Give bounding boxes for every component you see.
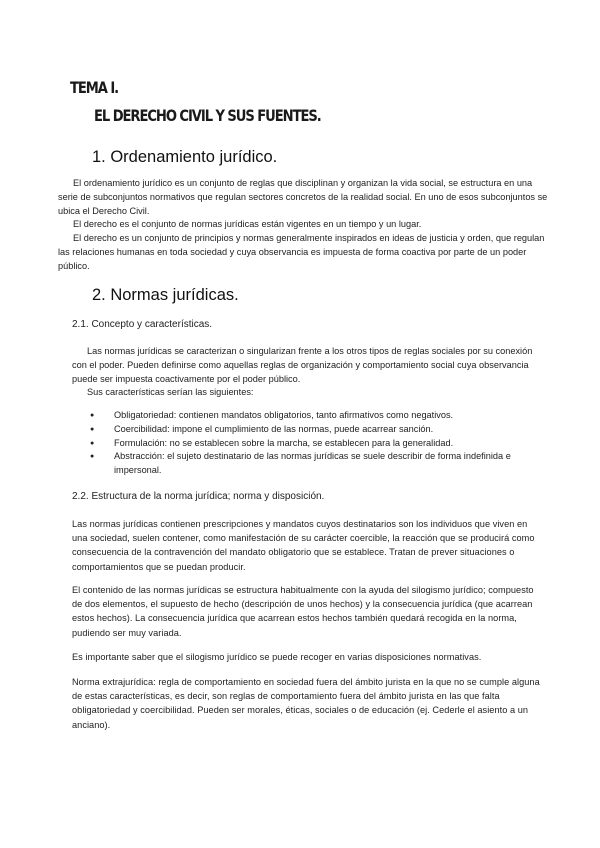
subsection-2-1-heading: 2.1. Concepto y características. xyxy=(72,319,213,330)
tema-label: TEMA I. xyxy=(70,78,119,97)
characteristics-list xyxy=(90,409,542,478)
list-item: ● Coercibilidad: impone el cumplimiento de las normas, puede acarrear sanción. xyxy=(90,423,542,437)
section-2-heading: 2. Normas jurídicas. xyxy=(92,286,239,304)
section-1-paragraph-1: El ordenamiento jurídico es un conjunto de reglas que disciplinan y organizan la vida social, se estructura en una serie de subconjuntos normativos que regulan sectores concretos de la realidad social. En uno de esos subconjuntos se ubica el Derecho Civil. xyxy=(58,178,548,216)
subsection-2-2-paragraph-1: Las normas jurídicas contienen prescripciones y mandatos cuyos destinatarios son los individuos que viven en una sociedad, suelen contener, como manifestación de su carácter coercible, la reacción que se producirá como consecuencia de la contravención del mandato obligatorio que se establece. Tratan de prever situaciones o comportamientos que se puedan producir. xyxy=(72,519,535,572)
section-1-heading: 1. Ordenamiento jurídico. xyxy=(92,148,278,166)
section-1-paragraph-2: El derecho es el conjunto de normas jurídicas están vigentes en un tiempo y un lugar. xyxy=(73,219,422,229)
subsection-2-2-paragraph-2: El contenido de las normas jurídicas se estructura habitualmente con la ayuda del silogismo jurídico; compuesto de dos elementos, el supuesto de hecho (descripción de unos hechos) y la consecuencia jurídica (que acarrean estos hechos). La consecuencia jurídica que acarrean estos hechos también quedará recogida en la norma, pudiendo ser muy variada. xyxy=(72,585,534,638)
section-1-paragraph-3: El derecho es un conjunto de principios y normas generalmente inspirados en ideas de justicia y orden, que regulan las relaciones humanas en toda sociedad y cuya observancia es impuesta de forma coactiva por parte de un poder público. xyxy=(58,233,545,271)
subsection-2-2-paragraph-3: Es importante saber que el silogismo jurídico se puede recoger en varias disposiciones normativas. xyxy=(72,652,482,662)
list-item: ● Obligatoriedad: contienen mandatos obligatorios, tanto afirmativos como negativos. xyxy=(90,409,542,423)
tema-title: EL DERECHO CIVIL Y SUS FUENTES. xyxy=(94,106,321,125)
subsection-2-2-paragraph-4: Norma extrajurídica: regla de comportamiento en sociedad fuera del ámbito jurista en la que no se cumple alguna de estas características, es decir, son reglas de comportamiento fuera del ámbito jurista en las que falta obligatoriedad y coercibilidad. Pueden ser morales, éticas, sociales o de educación (ej. Cederle el asiento a un anciano). xyxy=(72,677,540,730)
subsection-2-2-heading: 2.2. Estructura de la norma jurídica; norma y disposición. xyxy=(72,491,325,502)
list-item: ● Abstracción: el sujeto destinatario de las normas jurídicas se suele describir de forma indefinida e impersonal. xyxy=(90,450,542,478)
subsection-2-1-paragraph-1: Las normas jurídicas se caracterizan o singularizan frente a los otros tipos de reglas sociales por su conexión con el poder. Pueden definirse como aquellas reglas de organización y comportamiento social cuya observancia puede ser impuesta coactivamente por el poder público. xyxy=(72,346,533,384)
list-item: ● Formulación: no se establecen sobre la marcha, se establecen para la generalidad. xyxy=(90,437,542,451)
subsection-2-1-paragraph-2: Sus características serían las siguientes: xyxy=(87,387,254,397)
